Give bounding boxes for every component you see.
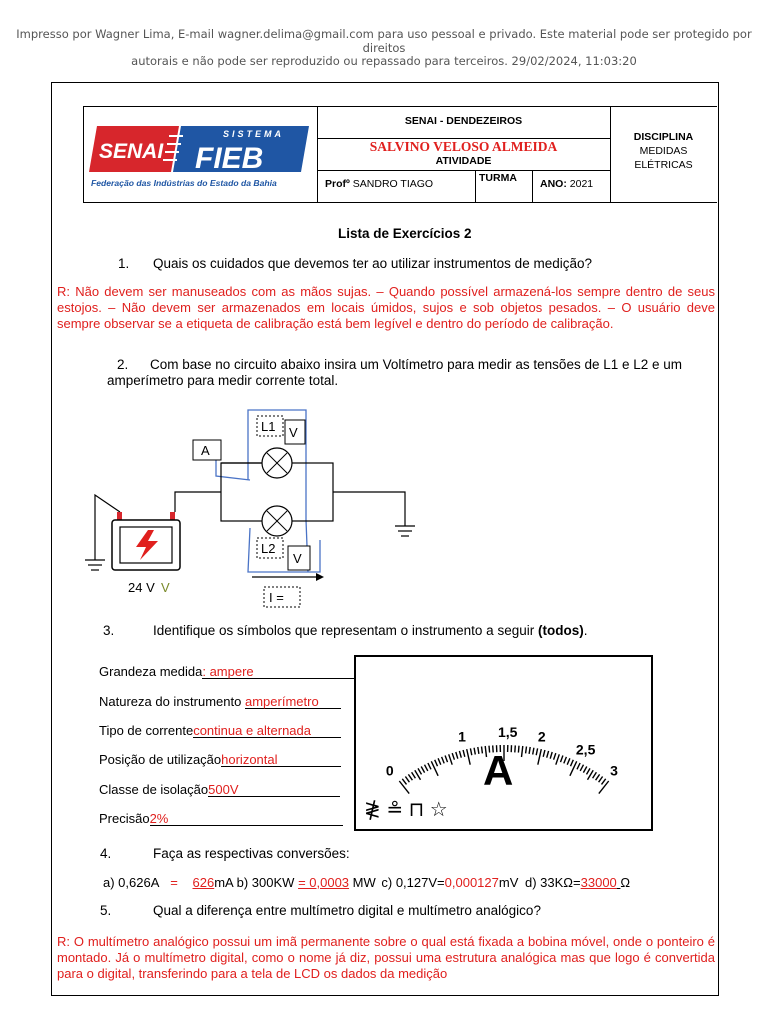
atividade-label: ATIVIDADE [435, 155, 492, 167]
professor-name: SANDRO TIAGO [352, 178, 434, 190]
ano-value: 2021 [569, 178, 594, 190]
q2-number: 2. [117, 357, 129, 372]
header-cell-divider-b [532, 170, 533, 202]
q3-field-classe [99, 782, 340, 797]
logo-sistema-text: SISTEMA [223, 129, 285, 139]
page-title: Lista de Exercícios 2 [338, 226, 472, 241]
q4-text: Faça as respectivas conversões: [153, 846, 350, 861]
q4-number: 4. [100, 846, 112, 861]
q5-number: 5. [100, 903, 112, 918]
meter-tick [526, 747, 527, 754]
field-value: amperímetro [244, 694, 319, 709]
q4-a-unit: mA [214, 875, 233, 890]
ano-label: ANO: [540, 178, 567, 190]
q5-text: Qual a diferença entre multímetro digital e multímetro analógico? [153, 903, 541, 918]
disciplina-value-2: ELÉTRICAS [634, 159, 693, 171]
l1-label: L1 [261, 419, 276, 434]
meter-scale-label: 0 [385, 762, 394, 779]
q3-number: 3. [103, 623, 115, 638]
analog-ammeter [354, 655, 654, 832]
q4-b-value: = 0,0003 [298, 875, 350, 890]
field-value: 2% [149, 811, 169, 826]
meter-unit-label: A [483, 747, 514, 794]
field-label: Tipo de corrente [99, 723, 194, 738]
field-label: Precisão [99, 811, 150, 826]
meter-tick [518, 746, 519, 753]
ano-cell [540, 178, 593, 190]
professor-cell [325, 178, 433, 190]
field-value: horizontal [221, 752, 278, 767]
q2-line-2: amperímetro para medir corrente total. [107, 373, 339, 388]
q4-b-prefix: b) 300KW [236, 875, 295, 890]
lamp-l2 [262, 506, 292, 536]
q5-answer: R: O multímetro analógico possui um imã permanente sobre o qual está fixada a bobina móvel, onde o ponteiro é montado. Já o multímetro digital, como o nome já diz, possui uma estrutura analógica mas que logo é convertida para o digital, transferindo para a tela de LCD os dados da medição [57, 934, 715, 981]
header-cell-divider-a [475, 170, 476, 202]
watermark-line-2: autorais e não pode ser reproduzido ou repassado para terceiros. 29/02/2024, 11:03:20 [131, 54, 637, 68]
q1-answer: R: Não devem ser manuseados com as mãos sujas. – Quando possível armazená-los sempre dentro de seus estojos. – Não devem ser armazenados em locais úmidos, sujos e sob objetos pesados. – O usuário deve sempre observar se a etiqueta de calibração está bem legível e dentro do período de calibração. [57, 284, 715, 331]
institution-name: SENAI - DENDEZEIROS [404, 115, 523, 127]
field-sep: : [202, 664, 210, 679]
field-label: Grandeza medida [99, 664, 203, 679]
meter-scale-label: 2,5 [575, 741, 596, 758]
disciplina-value-1: MEDIDAS [639, 145, 688, 157]
q3-field-precisao [99, 811, 343, 826]
ammeter-label: A [201, 443, 210, 458]
ground-symbol-left [85, 560, 105, 570]
current-label: I = [269, 590, 284, 605]
q3-text [153, 623, 587, 638]
q4-conversions [103, 875, 630, 890]
header-row-line-2 [317, 170, 610, 171]
q4-c-unit: mV [498, 875, 519, 890]
field-value: ampere [209, 664, 254, 679]
meter-scale-label: 2 [537, 728, 546, 745]
field-label: Classe de isolação [99, 782, 209, 797]
battery-v-label: V [161, 580, 170, 595]
q3-text-after: . [583, 623, 588, 638]
q4-c-prefix: c) 0,127V= [381, 875, 445, 890]
q2-line-1: Com base no circuito abaixo insira um Voltímetro para medir as tensões de L1 e L2 e um [150, 357, 683, 372]
q3-field-tipo [99, 723, 341, 738]
field-label: Posição de utilização [99, 752, 222, 767]
ground-symbol-right [395, 526, 415, 536]
logo-fieb-text: FIEB [195, 142, 264, 175]
q4-d-unit: Ω [620, 875, 631, 890]
q4-b-unit: MW [352, 875, 376, 890]
ground-wire-right [333, 492, 405, 526]
turma-label: TURMA [479, 172, 517, 184]
logo-federacao-text: Federação das Indústrias do Estado da Bahia [91, 178, 277, 188]
l2-label: L2 [261, 541, 276, 556]
disciplina-label: DISCIPLINA [633, 131, 694, 143]
q3-text-bold: (todos) [537, 623, 584, 638]
q3-text-before: Identifique os símbolos que representam o instrumento a seguir [153, 623, 538, 638]
meter-tick [515, 745, 516, 752]
q4-d-prefix: d) 33KΩ= [525, 875, 581, 890]
voltmeter-l2-label: V [293, 551, 302, 566]
q4-c-value: 0,000127 [444, 875, 499, 890]
logo-senai-text: SENAI [99, 140, 164, 163]
senai-fieb-logo [83, 106, 317, 202]
field-value: continua e alternada [193, 723, 311, 738]
q4-a-prefix: a) 0,626A [103, 875, 159, 890]
school-name: SALVINO VELOSO ALMEIDA [369, 139, 558, 154]
meter-scale-label: 1 [458, 728, 466, 745]
lamp-l1 [262, 448, 292, 478]
field-value: 500V [208, 782, 239, 797]
q1-number: 1. [118, 256, 130, 271]
battery-icon [112, 512, 180, 570]
watermark-line-1: Impresso por Wagner Lima, E-mail wagner.delima@gmail.com para uso pessoal e privado. Este material pode ser protegido por direitos [16, 27, 752, 55]
battery-label: 24 V [128, 580, 155, 595]
q4-d-value: 33000 [580, 875, 617, 890]
q3-field-posicao [99, 752, 341, 767]
voltmeter-l1-label: V [289, 425, 298, 440]
q4-a-value: 626 [192, 875, 215, 890]
q3-field-natureza [99, 694, 341, 709]
header-bottom-border [83, 202, 717, 203]
q1-text: Quais os cuidados que devemos ter ao utilizar instrumentos de medição? [153, 256, 592, 271]
meter-scale-label: 3 [610, 762, 618, 779]
field-label: Natureza do instrumento [99, 694, 242, 709]
meter-scale-label: 1,5 [498, 724, 518, 740]
circuit-diagram [80, 400, 440, 615]
q4-a-eq: = [170, 875, 178, 890]
meter-symbols: ≹ ≗ ⊓ ☆ [364, 799, 448, 821]
battery-positive-wire [175, 492, 221, 512]
professor-label: Profº [325, 178, 350, 190]
print-watermark [0, 28, 768, 69]
